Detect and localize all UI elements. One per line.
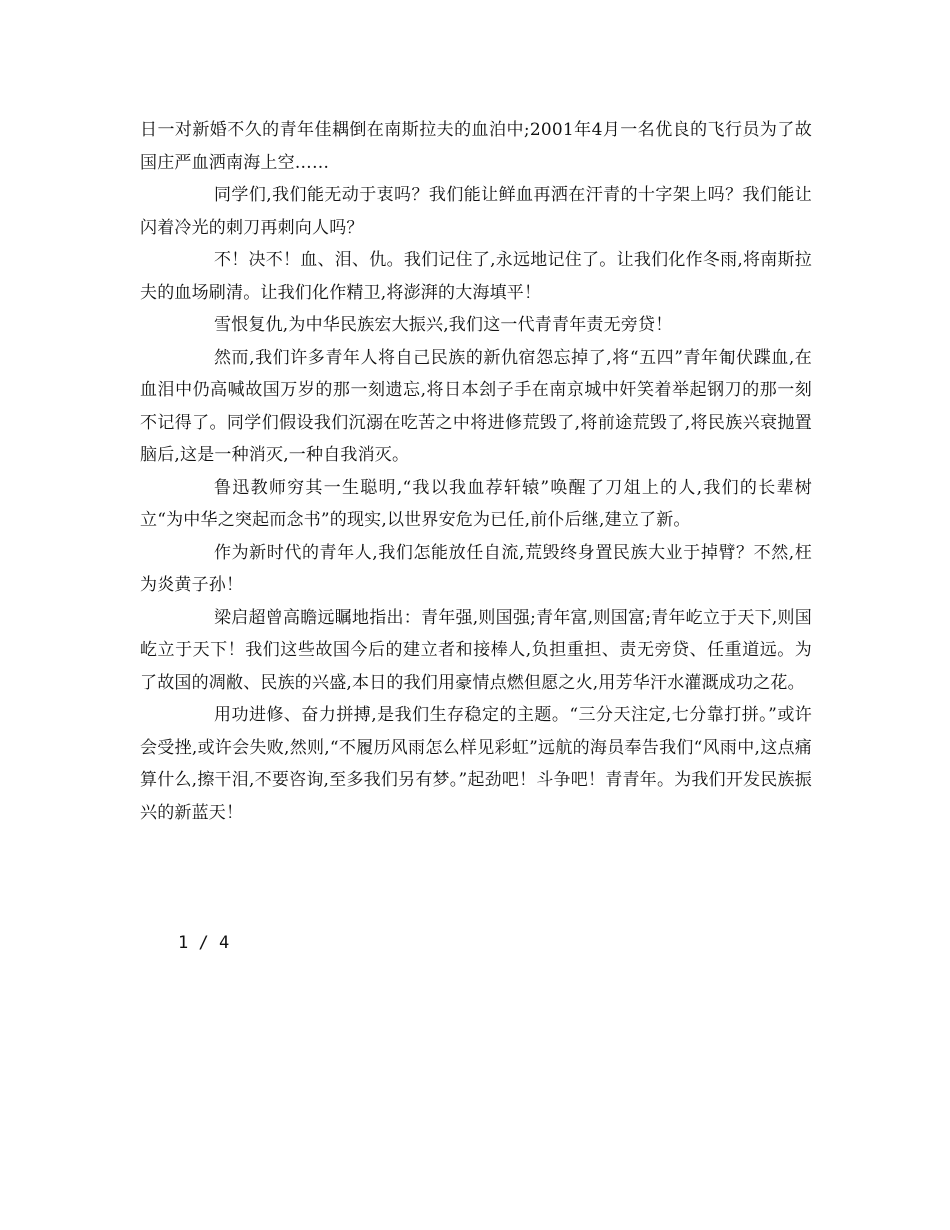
paragraph-3: 不！决不！血、泪、仇。我们记住了,永远地记住了。让我们化作冬雨,将南斯拉夫的血场刷清。让我们化作精卫,将澎湃的大海填平！ [140,250,812,303]
paragraph-2: 同学们,我们能无动于衷吗？我们能让鲜血再洒在汗青的十字架上吗？我们能让闪着冷光的刺刀再刺向人吗？ [140,185,812,238]
paragraph-7: 作为新时代的青年人,我们怎能放任自流,荒毁终身置民族大业于掉臂？不然,枉为炎黄子孙！ [140,542,812,595]
paragraph-1: 日一对新婚不久的青年佳耦倒在南斯拉夫的血泊中;2001年4月一名优良的飞行员为了故国庄严血洒南海上空…… [140,120,812,173]
paragraph-5: 然而,我们许多青年人将自己民族的新仇宿怨忘掉了,将“五四”青年匍伏蹀血,在血泪中仍高喊故国万岁的那一刻遗忘,将日本刽子手在南京城中奸笑着举起钢刀的那一刻不记得了。同学们假设我们沉溺在吃苦之中将进修荒毁了,将前途荒毁了,将民族兴衰抛置脑后,这是一种消灭,一种自我消灭。 [140,347,812,465]
document-body [140,114,812,829]
paragraph-4: 雪恨复仇,为中华民族宏大振兴,我们这一代青青年责无旁贷！ [214,315,673,335]
page-number: 1 / 4 [178,933,230,953]
paragraph-9: 用功进修、奋力拼搏,是我们生存稳定的主题。“三分天注定,七分靠打拼。”或许会受挫,或许会失败,然则,“不履历风雨怎么样见彩虹”远航的海员奉告我们“风雨中,这点痛算什么,擦干泪,不要咨询,至多我们另有梦。”起劲吧！斗争吧！青青年。为我们开发民族振兴的新蓝天！ [140,705,812,823]
paragraph-6: 鲁迅教师穷其一生聪明,“我以我血荐轩辕”唤醒了刀俎上的人,我们的长辈树立“为中华之突起而念书”的现实,以世界安危为已任,前仆后继,建立了新。 [140,477,812,530]
paragraph-8: 梁启超曾高瞻远瞩地指出：青年强,则国强;青年富,则国富;青年屹立于天下,则国屹立于天下！我们这些故国今后的建立者和接棒人,负担重担、责无旁贷、任重道远。为了故国的凋敝、民族的兴盛,本日的我们用豪情点燃但愿之火,用芳华汗水灌溉成功之花。 [140,607,812,693]
